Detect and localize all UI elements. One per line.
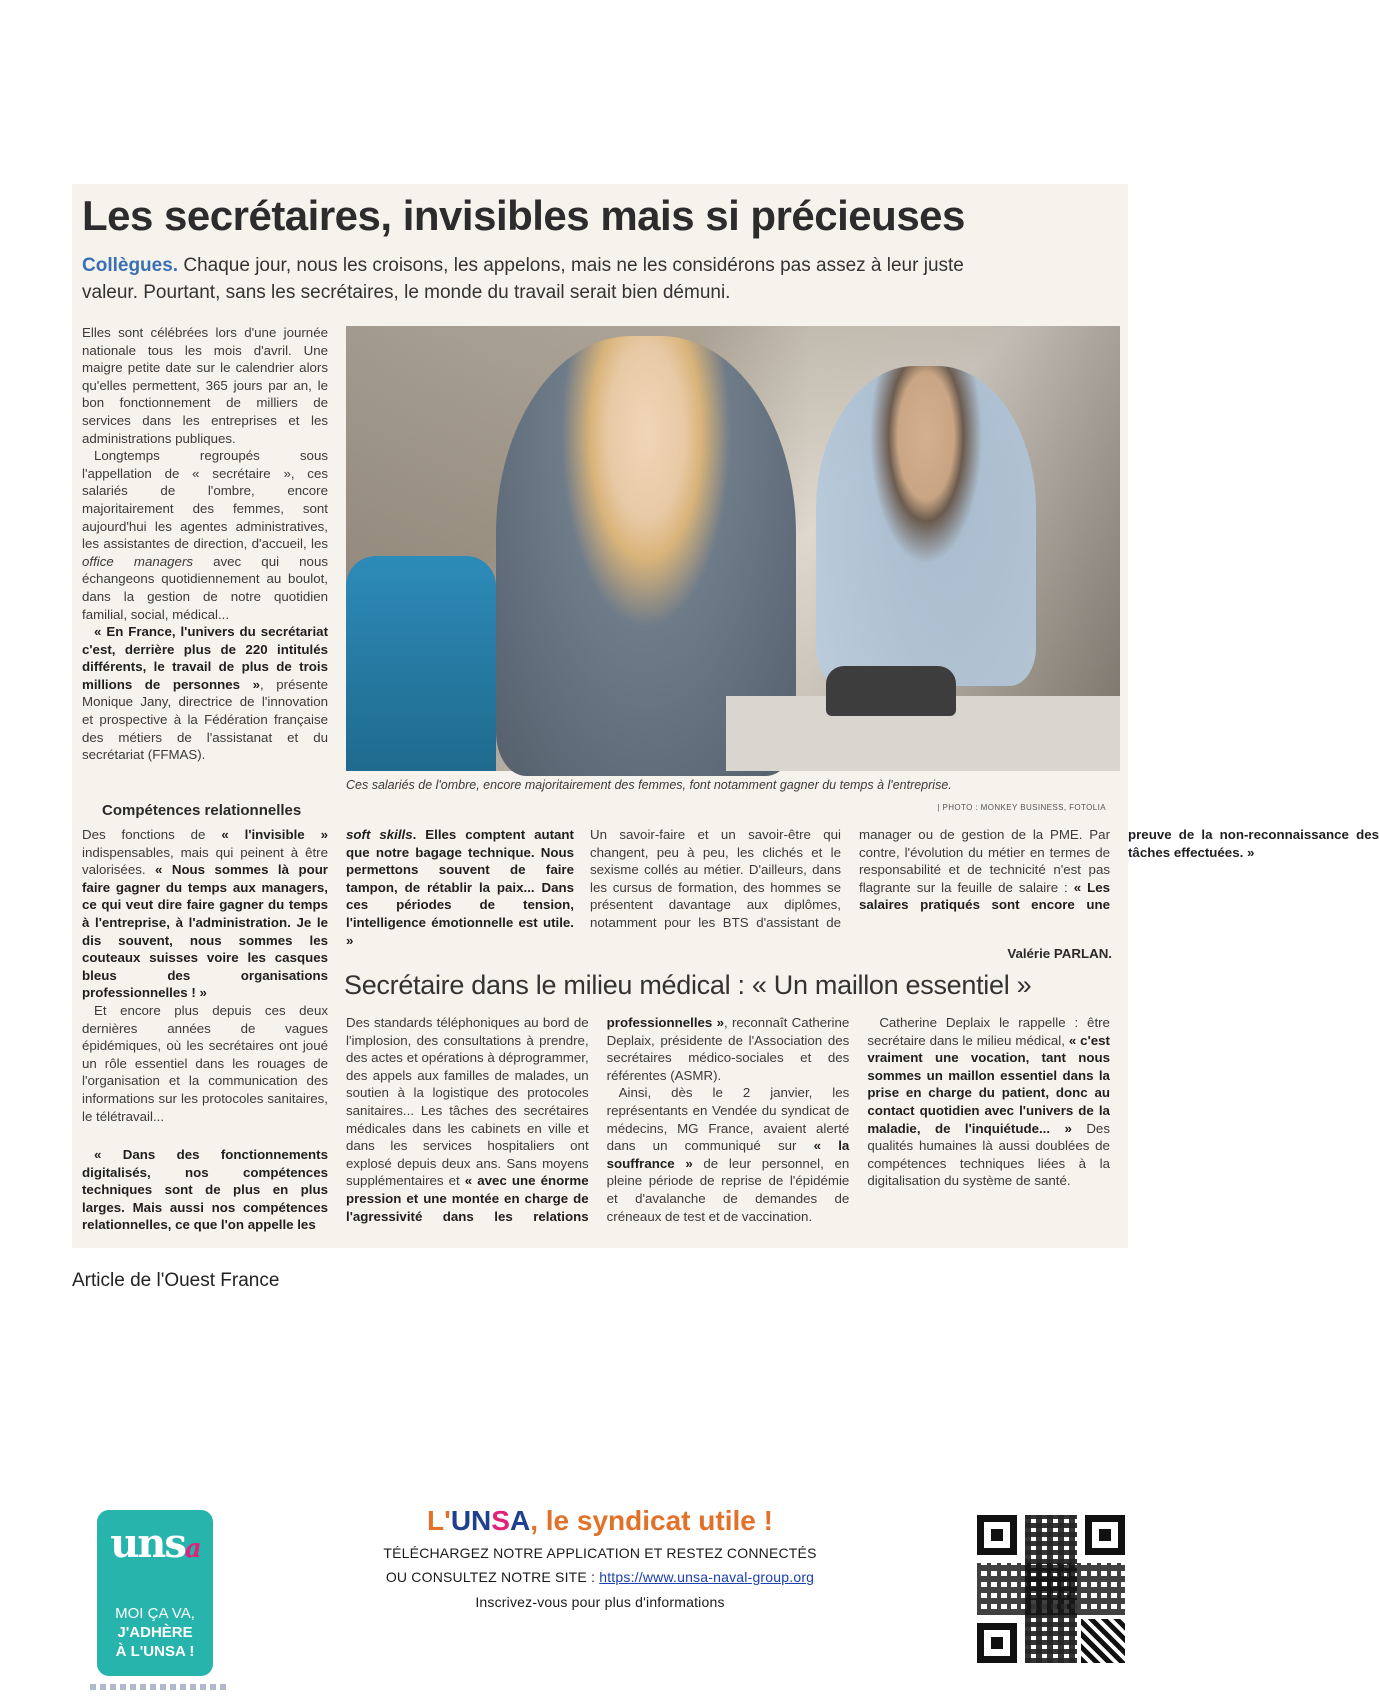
photo-phone — [826, 666, 956, 716]
intro-p3-rest: , présente Monique Jany, directrice de l'innovation et prospective à la Fédération française des métiers de l'assistanat et du secrétariat (FFMAS). — [82, 676, 328, 763]
column-intro — [82, 324, 328, 794]
lead-text: Chaque jour, nous les croisons, les appelons, mais ne les considérons pas assez à leur juste valeur. Pourtant, sans les secrétaires, le monde du travail serait bien démuni. — [82, 255, 964, 303]
footer-site-prefix: OU CONSULTEZ NOTRE SITE : — [385, 1569, 600, 1585]
comp-d-em: soft skills — [346, 827, 413, 842]
qr-finder-top-left — [977, 1515, 1017, 1555]
qr-code[interactable] — [977, 1515, 1125, 1663]
qr-finder-bottom-left — [977, 1623, 1017, 1663]
intro-p2-a: Longtemps regroupés sous l'appellation de « secrétaire », ces salariés de l'ombre, encore majoritairement des femmes, sont aujourd'hui les agentes administratives, les assistantes de direction, d'accueil, les — [82, 448, 328, 552]
subhead-competences: Compétences relationnelles — [102, 802, 302, 819]
article-headline: Les secrétaires, invisibles mais si précieuses — [82, 192, 965, 239]
comp-e: Un savoir-faire et un savoir-être qui changent, peu à peu, les clichés et le sexisme collés au métier. D'ailleurs, dans les cursus de formation, des hommes se présentent davantage aux diplômes, notamment pour les BTS d'assistant de manager ou de gestion de la PME. Par contre, l'évolution du métier en termes de responsabilité et de technicité n'est pas flagrante sur la feuille de salaire : — [590, 827, 1110, 930]
qr-modules-2 — [977, 1563, 1125, 1615]
footer-site-line — [330, 1569, 870, 1585]
intro-paragraph-2 — [82, 447, 328, 623]
logo-slogan-line-2: J'ADHÈRE — [117, 1624, 193, 1641]
comp-d-quote: . Elles comptent autant que notre bagage technique. Nous permettons souvent de faire tampon, de rétablir la paix... Dans ces périodes de tension, l'intelligence émotionnelle est utile. » — [346, 827, 574, 948]
column-competences-3 — [590, 826, 1379, 946]
comp-c-quote: « Dans des fonctionnements digitalisés, nos compétences techniques sont de plus en plus larges. Mais aussi nos compétences relationnelles, ce que l'on appelle les — [82, 1147, 328, 1233]
logo-mark-text: uns — [110, 1520, 185, 1567]
lead-kicker: Collègues. — [82, 255, 179, 276]
article-lead — [82, 252, 982, 306]
column-medical — [346, 1014, 1110, 1239]
footer-info-line: Inscrivez-vous pour plus d'informations — [475, 1594, 725, 1610]
comp-paragraph-4 — [346, 826, 574, 949]
footer-title-rest: , le syndicat utile ! — [530, 1505, 773, 1536]
med-c-quote: « c'est vraiment une vocation, tant nous sommes un maillon essentiel dans la prise en charge du patient, donc au contact quotidien avec l'univers de la maladie, de l'inquiétude... » — [867, 1032, 1110, 1136]
comp-paragraph-2: Et encore plus depuis ces deux dernières années de vagues épidémiques, où les secrétaires ont joué un rôle essentiel dans les rouages de l'organisation et la communication des informations sur les protocoles sanitaires, le télétravail... — [82, 1002, 328, 1124]
footer-title-a: A — [509, 1505, 531, 1536]
logo-slogan-line-1: MOI ÇA VA, — [115, 1605, 195, 1622]
med-c: Catherine Deplaix le rappelle : être secrétaire dans le milieu médical, — [867, 1015, 1110, 1048]
med-a: Des standards téléphoniques au bord de l'implosion, des consultations à prendre, des actes et opérations à déprogrammer, des appels aux familles de malades, un soutien à la logistique des protocoles sanitaires... Les tâches des secrétaires médicales dans les cabinets en ville et dans les services hospitaliers ont explosé depuis deux ans. Sans moyens supplémentaires et — [346, 1015, 589, 1189]
intro-paragraph-1: Elles sont célébrées lors d'une journée nationale tous les mois d'avril. Une maigre petite date sur le calendrier alors qu'elles permettent, 365 jours par an, le bon fonctionnement de milliers de services dans les entreprises et les administrations publiques. — [82, 325, 328, 446]
logo-mark — [97, 1520, 213, 1580]
article-photo — [346, 326, 1120, 771]
photo-man — [816, 366, 1036, 686]
intro-p3-quote: « En France, l'univers du secrétariat c'est, derrière plus de 220 intitulés différents, le travail de plus de trois millions de personnes » — [82, 624, 328, 692]
med-b-quote: « la souffrance » — [606, 1138, 850, 1171]
footer-title-prefix: L' — [427, 1505, 451, 1536]
column-competences-1b — [82, 1146, 328, 1246]
comp-a1: Des fonctions de — [82, 827, 222, 842]
logo-slogan-line-3: À L'UNSA ! — [115, 1643, 195, 1660]
footer-title-n: N — [471, 1505, 492, 1536]
logo-mark-a: a — [184, 1534, 200, 1564]
logo-social-strip — [90, 1684, 226, 1690]
section-title-medical: Secrétaire dans le milieu médical : « Un maillon essentiel » — [344, 970, 1032, 1000]
comp-a-b1: « l'invisible » — [221, 827, 328, 842]
footer-title-s: S — [491, 1505, 510, 1536]
comp-e-quote: « Les salaires pratiqués sont encore une preuve de la non-reconnaissance des tâches effectuées. » — [859, 827, 1379, 913]
footer-title-u: U — [450, 1505, 472, 1536]
photo-caption: Ces salariés de l'ombre, encore majoritairement des femmes, font notamment gagner du temps à l'entreprise. — [346, 778, 952, 792]
footer-title — [380, 1505, 820, 1537]
comp-a-b2: « Nous sommes là pour faire gagner du temps aux managers, ce qui veut dire faire gagner du temps à l'entreprise, à l'administration. Je le dis souvent, nous sommes les couteaux suisses voire les casques bleus des organisations professionnelles ! » — [82, 862, 328, 1001]
med-a-quote: « avec une énorme pression et une montée en charge de l'agressivité dans les relations professionnelles » — [346, 1015, 724, 1224]
column-competences-1 — [82, 826, 328, 1146]
unsa-logo — [97, 1510, 213, 1676]
med-paragraph-2 — [607, 1084, 850, 1225]
comp-paragraph-5 — [590, 826, 1379, 946]
footer-app-line: TÉLÉCHARGEZ NOTRE APPLICATION ET RESTEZ CONNECTÉS — [383, 1545, 817, 1561]
intro-p2-b: avec qui nous échangeons quotidiennement au boulot, dans la gestion de notre quotidien familial, social, médical... — [82, 553, 328, 622]
med-b: Ainsi, dès le 2 janvier, les représentants en Vendée du syndicat de médecins, MG France, avaient alerté dans un communiqué sur — [606, 1085, 850, 1154]
article-signature: Valérie PARLAN. — [1007, 946, 1112, 961]
qr-finder-top-right — [1085, 1515, 1125, 1555]
med-a2: , reconnaît Catherine Deplaix, présidente de l'Association des secrétaires médico-sociales et des référentes (ASMR). — [606, 1015, 850, 1083]
comp-paragraph-1 — [82, 826, 328, 1002]
photo-chair — [346, 556, 496, 771]
column-competences-2 — [346, 826, 574, 966]
med-b2: de leur personnel, en pleine période de reprise de l'épidémie et d'avalanche de demandes de créneaux de test et de vaccination. — [606, 1155, 850, 1224]
source-note: Article de l'Ouest France — [72, 1270, 280, 1291]
photo-credit: | PHOTO : MONKEY BUSINESS, FOTOLIA — [937, 803, 1106, 812]
footer-site-link[interactable]: https://www.unsa-naval-group.org — [599, 1569, 815, 1585]
med-c2: Des qualités humaines là aussi doublées de compétences techniques liées à la digitalisation du système de santé. — [867, 1120, 1110, 1189]
comp-a2: indispensables, mais qui peinent à être valorisées. — [82, 844, 328, 878]
comp-paragraph-3 — [82, 1146, 328, 1234]
intro-p2-em: office managers — [82, 553, 194, 569]
newspaper-clipping — [72, 184, 1379, 1248]
intro-paragraph-3 — [82, 623, 328, 764]
qr-modules-3 — [1081, 1619, 1125, 1663]
logo-slogan — [97, 1604, 213, 1661]
med-paragraph-3 — [867, 1014, 1110, 1190]
